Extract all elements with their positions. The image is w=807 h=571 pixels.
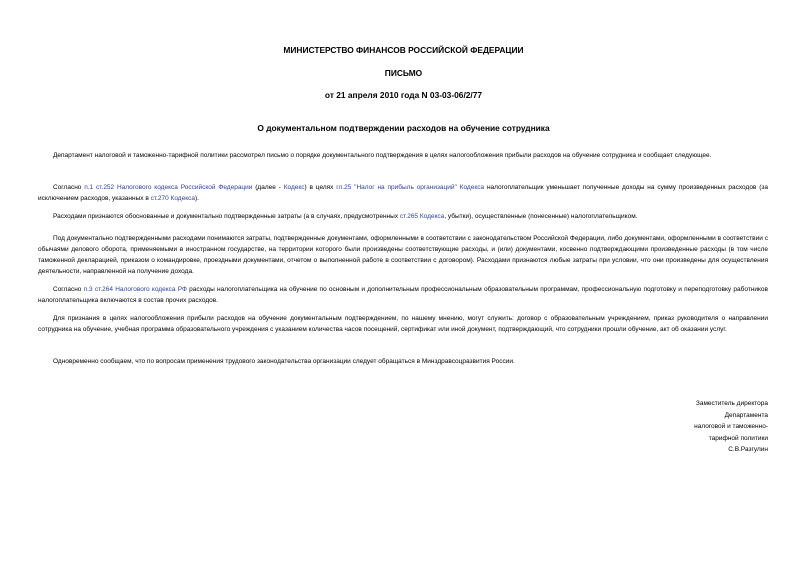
paragraph-2-text-1: Согласно <box>53 184 85 191</box>
paragraph-7 <box>38 356 768 367</box>
paragraph-6 <box>38 313 768 335</box>
paragraph-1-text: Департамент налоговой и таможенно-тарифной политики рассмотрел письмо о порядке документального подтверждения в целях налогообложения прибыли расходов на обучение сотрудника и сообщает следующее. <box>53 152 712 159</box>
paragraph-6-text: Для признания в целях налогообложения прибыли расходов на обучение документальным подтверждением, по нашему мнению, могут служить: договор с образовательным учреждением, приказ руководителя о направлении сотрудника на обучение, учебная программа образовательного учреждения с указанием количества часов посещений, сертификат или иной документ, подтверждающий, что сотрудники прошли обучение, акт об оказании услуг. <box>38 315 768 333</box>
paragraph-4-text: Под документально подтвержденными расходами понимаются затраты, подтвержденные документами, оформленными в соответствии с законодательством Российской Федерации, либо документами, оформленными в соответствии с обычаями делового оборота, применяемыми в иностранном государстве, на территории которого были произведены соответствующие расходы, и (или) документами, косвенно подтверждающими произведенные расходы (в том числе таможенной декларацией, приказом о командировке, проездными документами, отчетом о выполненной работе в соответствии с договором). Расходами признаются любые затраты при условии, что они произведены для осуществления деятельности, направленной на получение дохода. <box>38 235 768 275</box>
link-art270[interactable]: ст.270 Кодекса <box>150 195 195 202</box>
paragraph-5 <box>38 284 768 306</box>
document-type: ПИСЬМО <box>384 68 423 78</box>
paragraph-2-text-4: налогоплательщик уменьшает полученные доходы на сумму произведенных расходов (за исключением расходов, указанных в <box>38 184 768 202</box>
paragraph-7-text: Одновременно сообщаем, что по вопросам применения трудового законодательства организации следует обращаться в Минздравсоцразвития России. <box>53 358 515 365</box>
paragraph-3-text-2: , убытки), осуществленные (понесенные) налогоплательщиком. <box>444 213 638 220</box>
signature-block <box>568 398 768 456</box>
paragraph-5-text-1: Согласно <box>53 286 84 293</box>
signature-department-name-1: налоговой и таможенно- <box>694 423 768 430</box>
paragraph-5-text-2: расходы налогоплательщика на обучение по основным и дополнительным профессиональным образовательным программам, профессиональную подготовку и переподготовку работников налогоплательщика включаются в состав прочих расходов. <box>38 286 769 304</box>
link-art252[interactable]: п.1 ст.252 Налогового кодекса Российской Федерации <box>84 184 253 191</box>
paragraph-4 <box>38 233 768 277</box>
link-art265[interactable]: ст.265 Кодекса <box>399 213 445 220</box>
ministry-title: МИНИСТЕРСТВО ФИНАНСОВ РОССИЙСКОЙ ФЕДЕРАЦИИ <box>283 45 524 55</box>
document-date-number: от 21 апреля 2010 года N 03-03-06/2/77 <box>324 90 483 100</box>
paragraph-1 <box>38 150 768 161</box>
paragraph-2-text-2: (далее - <box>252 184 284 191</box>
paragraph-3 <box>38 211 768 222</box>
link-chapter25[interactable]: гл.25 "Налог на прибыль организаций" Кодекса <box>336 184 485 191</box>
link-art264[interactable]: п.3 ст.264 Налогового кодекса РФ <box>83 286 187 293</box>
signature-position: Заместитель директора <box>695 400 768 407</box>
paragraph-2-text-3: ) в целях <box>304 184 337 191</box>
signature-department: Департамента <box>724 411 768 419</box>
paragraph-3-text-1: Расходами признаются обоснованные и документально подтвержденные затраты (а в случаях, предусмотренных <box>53 213 400 220</box>
document-subject: О документальном подтверждении расходов на обучение сотрудника <box>257 123 550 133</box>
signature-department-name-2: тарифной политики <box>708 434 768 442</box>
signature-name: С.В.Разгулин <box>728 446 768 453</box>
paragraph-2-text-5: ). <box>195 195 199 202</box>
paragraph-2 <box>38 182 768 204</box>
link-code[interactable]: Кодекс <box>283 184 305 191</box>
